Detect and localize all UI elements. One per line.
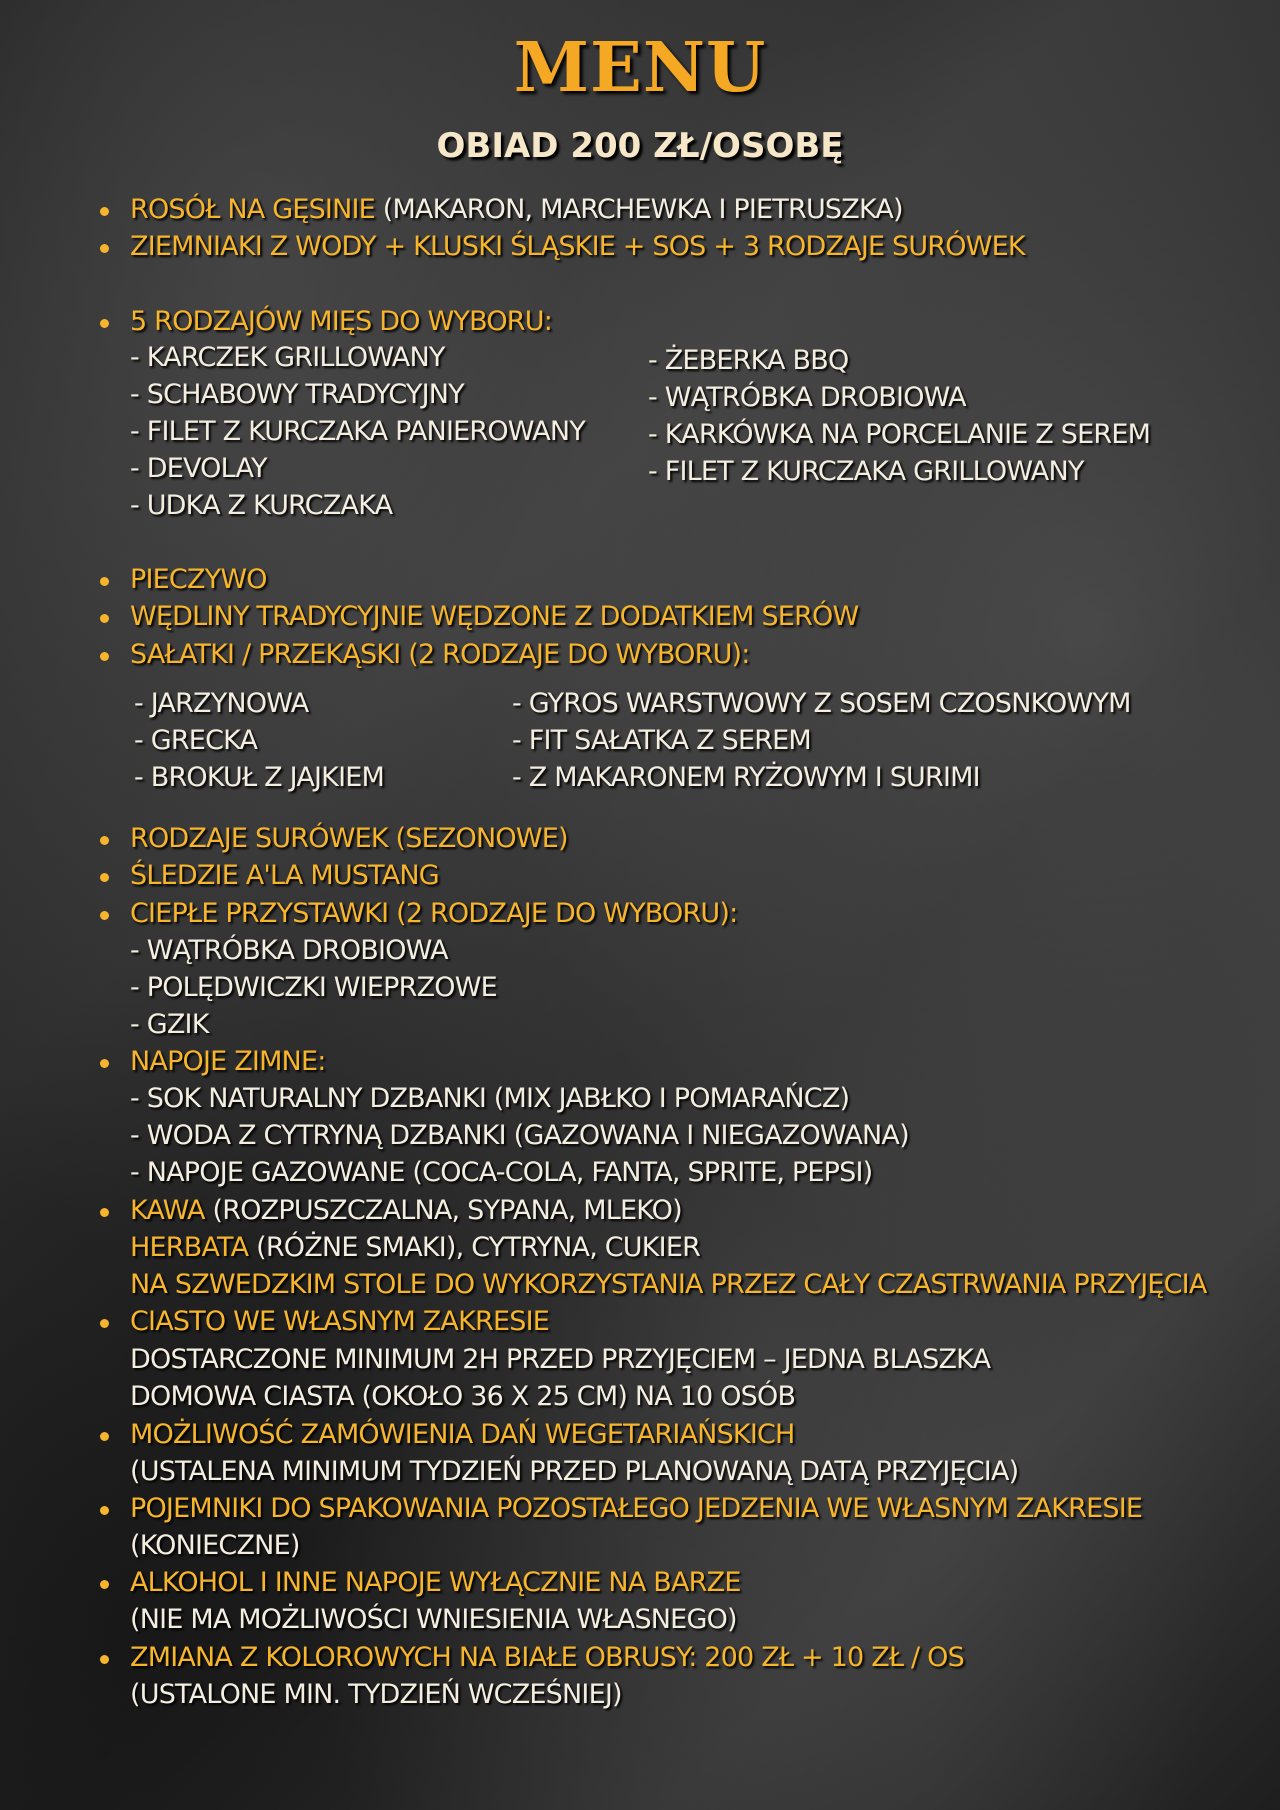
menu-item-alkohol: ALKOHOL I INNE NAPOJE WYŁĄCZNIE NA BARZE xyxy=(130,1567,741,1598)
starter-option: - WĄTRÓBKA DROBIOWA xyxy=(130,935,448,966)
salad-option: - GYROS WARSTWOWY Z SOSEM CZOSNKOWYM xyxy=(512,688,1131,719)
meat-option: - KARKÓWKA NA PORCELANIE Z SEREM xyxy=(648,419,1151,450)
meat-option: - SCHABOWY TRADYCYJNY xyxy=(130,379,464,410)
menu-item-sledzie: ŚLEDZIE A'LA MUSTANG xyxy=(130,860,439,891)
item-detail: (ROZPUSZCZALNA, SYPANA, MLEKO) xyxy=(204,1195,682,1226)
menu-item-mieso-heading: 5 RODZAJÓW MIĘS DO WYBORU: xyxy=(130,306,552,337)
salad-option: - FIT SAŁATKA Z SEREM xyxy=(512,725,811,756)
drink-option: - NAPOJE GAZOWANE (COCA-COLA, FANTA, SPRITE, PEPSI) xyxy=(130,1157,873,1188)
menu-item-salatki-heading: SAŁATKI / PRZEKĄSKI (2 RODZAJE DO WYBORU): xyxy=(130,639,750,670)
obrusy-note: (USTALONE MIN. TYDZIEŃ WCZEŚNIEJ) xyxy=(130,1679,622,1710)
menu-item-ciasto: CIASTO WE WŁASNYM ZAKRESIE xyxy=(130,1306,549,1337)
alkohol-note: (NIE MA MOŻLIWOŚCI WNIESIENIA WŁASNEGO) xyxy=(130,1604,737,1635)
salad-option: - GRECKA xyxy=(134,725,258,756)
item-detail: (RÓŻNE SMAKI), CYTRYNA, CUKIER xyxy=(248,1232,701,1263)
cake-note: DOMOWA CIASTA (OKOŁO 36 X 25 CM) NA 10 OSÓB xyxy=(130,1381,796,1412)
meat-option: - UDKA Z KURCZAKA xyxy=(130,490,393,521)
item-heading: ROSÓŁ NA GĘSINIE xyxy=(130,194,375,225)
item-heading: HERBATA xyxy=(130,1232,249,1263)
starter-option: - GZIK xyxy=(130,1009,209,1040)
item-heading: KAWA xyxy=(130,1195,205,1226)
meat-option: - FILET Z KURCZAKA PANIEROWANY xyxy=(130,416,585,447)
menu-subtitle: OBIAD 200 ZŁ/OSOBĘ xyxy=(436,126,844,166)
meat-option: - WĄTRÓBKA DROBIOWA xyxy=(648,382,966,413)
cake-note: DOSTARCZONE MINIMUM 2H PRZED PRZYJĘCIEM – JEDNA BLASZKA xyxy=(130,1344,991,1375)
drink-option: - WODA Z CYTRYNĄ DZBANKI (GAZOWANA I NIEGAZOWANA) xyxy=(130,1120,909,1151)
salad-option: - Z MAKARONEM RYŻOWYM I SURIMI xyxy=(512,762,980,793)
meat-option: - KARCZEK GRILLOWANY xyxy=(130,342,445,373)
menu-item-pieczywo: PIECZYWO xyxy=(130,564,267,595)
menu-item-rosol xyxy=(130,193,903,227)
menu-item-napoje-heading: NAPOJE ZIMNE: xyxy=(130,1046,326,1077)
menu-item-kawa xyxy=(130,1194,682,1228)
menu-item-obrusy: ZMIANA Z KOLOROWYCH NA BIAŁE OBRUSY: 200 ZŁ + 10 ZŁ / OS xyxy=(130,1642,964,1673)
menu-item-surowki: RODZAJE SURÓWEK (SEZONOWE) xyxy=(130,823,568,854)
meat-option: - DEVOLAY xyxy=(130,453,267,484)
item-detail: (MAKARON, MARCHEWKA I PIETRUSZKA) xyxy=(374,194,903,225)
drink-option: - SOK NATURALNY DZBANKI (MIX JABŁKO I POMARAŃCZ) xyxy=(130,1083,850,1114)
salad-option: - JARZYNOWA xyxy=(134,688,309,719)
menu-item-wedliny: WĘDLINY TRADYCYJNIE WĘDZONE Z DODATKIEM SERÓW xyxy=(130,601,859,632)
meat-option: - FILET Z KURCZAKA GRILLOWANY xyxy=(648,456,1084,487)
meat-option: - ŻEBERKA BBQ xyxy=(648,345,849,376)
menu-item-szwedzki: NA SZWEDZKIM STOLE DO WYKORZYSTANIA PRZEZ CAŁY CZASTRWANIA PRZYJĘCIA xyxy=(130,1269,1207,1300)
menu-item-ziemniaki: ZIEMNIAKI Z WODY + KLUSKI ŚLĄSKIE + SOS + 3 RODZAJE SURÓWEK xyxy=(130,231,1025,262)
menu-item-herbata xyxy=(130,1231,700,1265)
salad-option: - BROKUŁ Z JAJKIEM xyxy=(134,762,384,793)
menu-item-pojemniki: POJEMNIKI DO SPAKOWANIA POZOSTAŁEGO JEDZENIA WE WŁASNYM ZAKRESIE xyxy=(130,1493,1143,1524)
menu-item-wege: MOŻLIWOŚĆ ZAMÓWIENIA DAŃ WEGETARIAŃSKICH xyxy=(130,1419,795,1450)
starter-option: - POLĘDWICZKI WIEPRZOWE xyxy=(130,972,497,1003)
menu-item-cieple-heading: CIEPŁE PRZYSTAWKI (2 RODZAJE DO WYBORU): xyxy=(130,898,738,929)
menu-title: MENU xyxy=(513,28,767,108)
pojemniki-note: (KONIECZNE) xyxy=(130,1530,300,1561)
wege-note: (USTALENA MINIMUM TYDZIEŃ PRZED PLANOWANĄ DATĄ PRZYJĘCIA) xyxy=(130,1456,1019,1487)
